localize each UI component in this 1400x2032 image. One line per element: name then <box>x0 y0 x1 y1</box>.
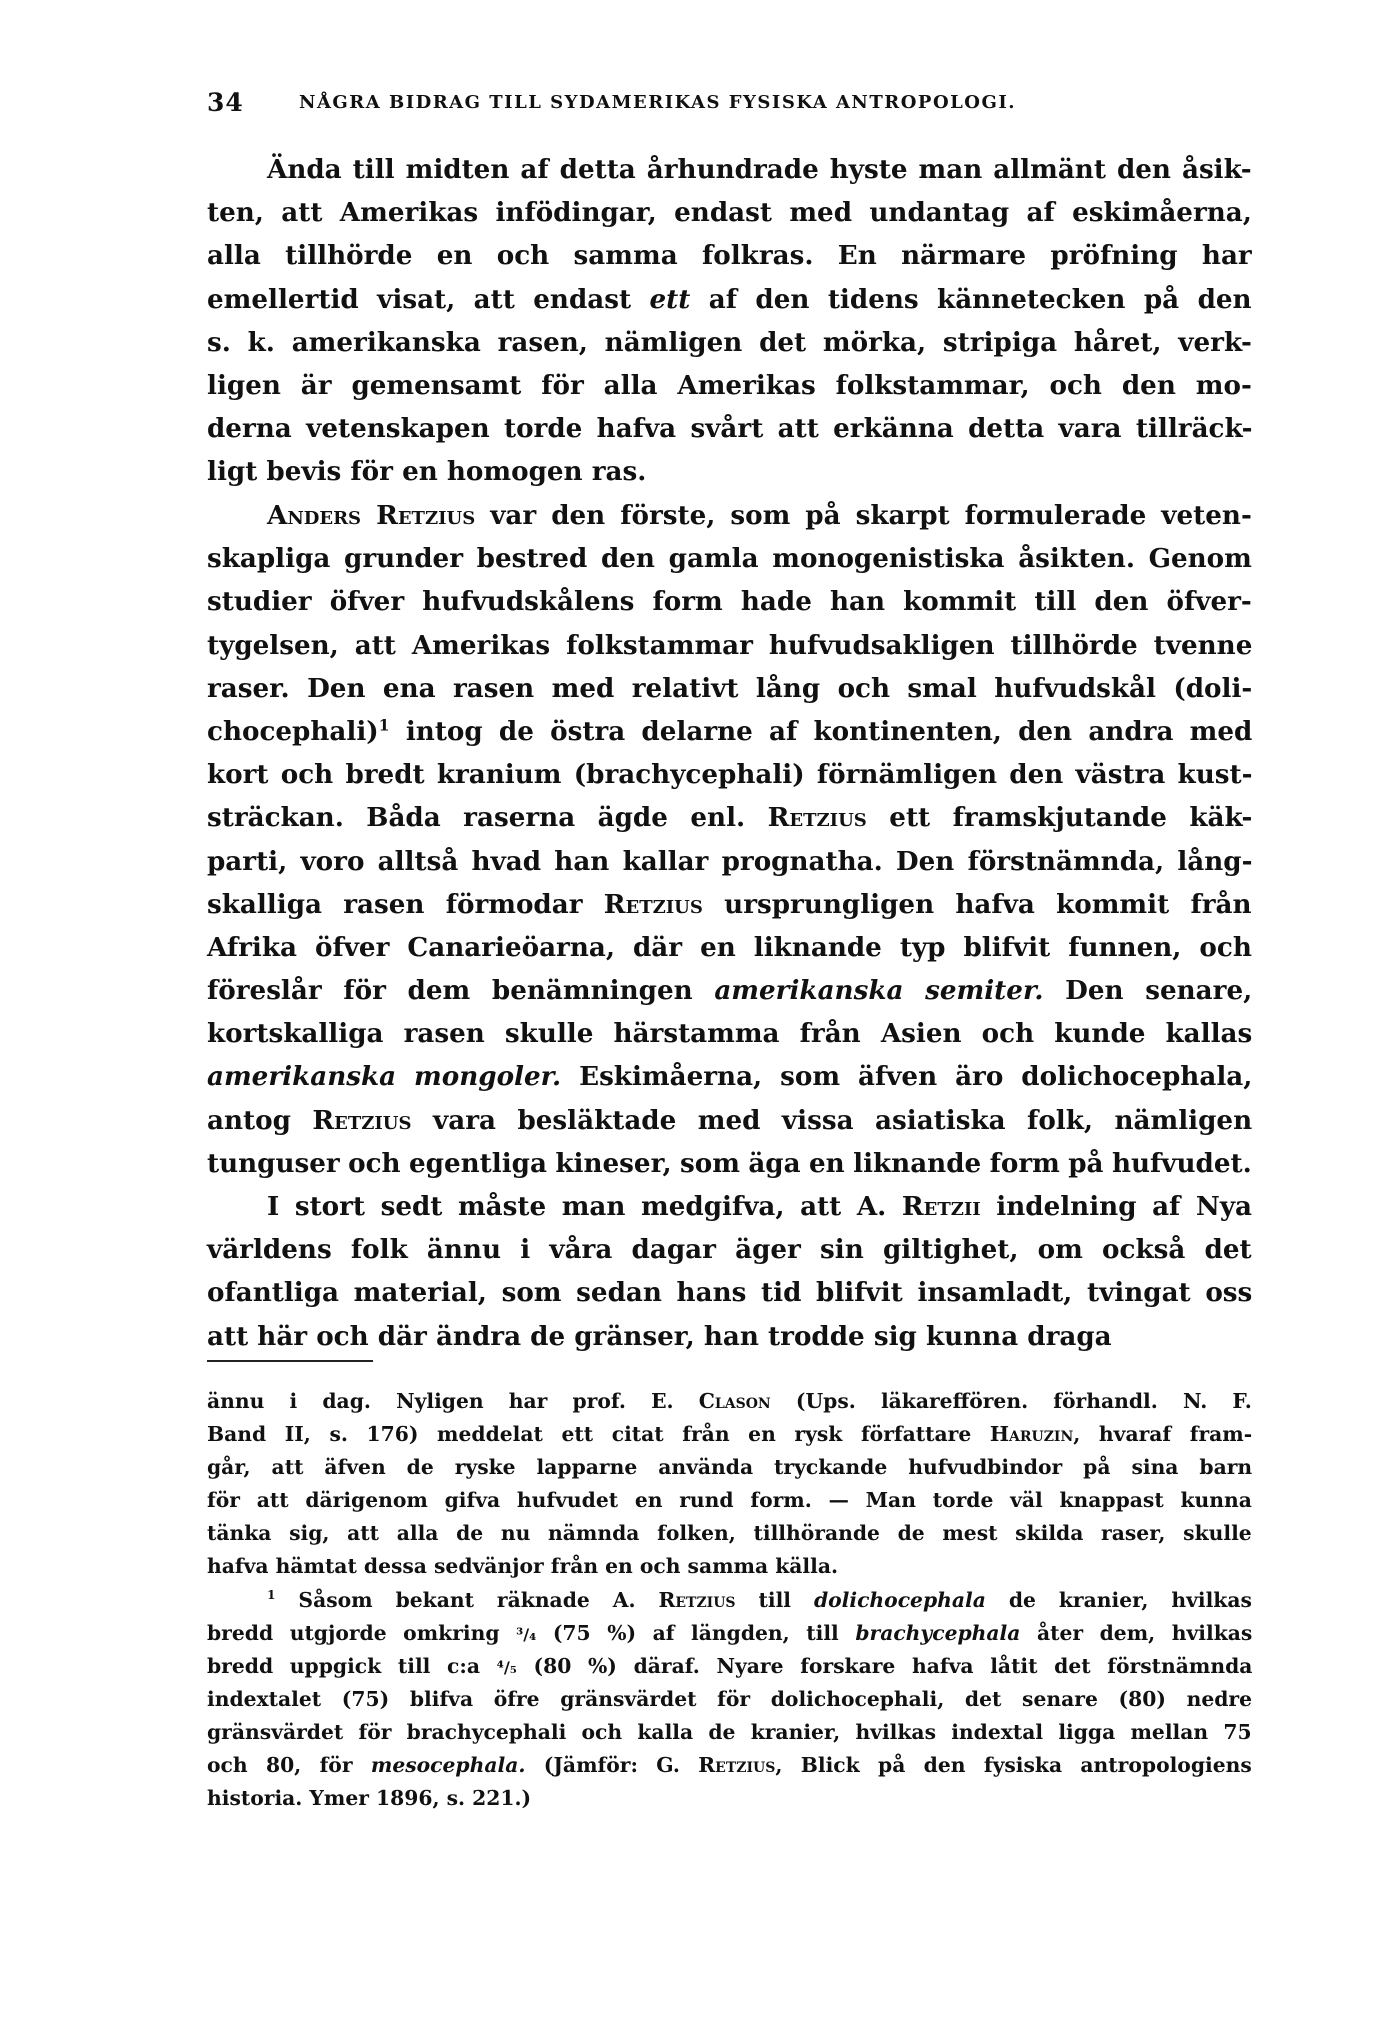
text-segment: (Ups. läkareffören. förhandl. N. F. <box>770 1389 1252 1413</box>
text-line: ten, att Amerikas infödingar, endast med undantag af eskimåerna, <box>207 197 1252 229</box>
text-segment: antog <box>207 1104 313 1136</box>
text-segment: skalliga rasen förmodar <box>207 888 604 920</box>
paragraph-1 <box>207 148 1252 494</box>
footnotes <box>207 1385 1252 1815</box>
text-line <box>207 710 1252 753</box>
text-segment: Band II, s. 176) meddelat ett citat från en rysk författare <box>207 1422 990 1447</box>
text-segment: till <box>735 1587 814 1612</box>
text-segment: föreslår för dem benämningen <box>207 975 715 1007</box>
text-segment: ännu i dag. Nyligen har prof. E. <box>207 1389 699 1413</box>
text-segment: vara besläktade med vissa asiatiska folk, nämligen <box>411 1104 1253 1136</box>
text-line: skapliga grunder bestred den gamla monogenistiska åsikten. Genom <box>207 543 1252 575</box>
text-segment: (Jämför: G. <box>525 1753 699 1778</box>
text-line <box>207 278 1252 321</box>
emphasis: ett <box>649 283 691 315</box>
footnote-line: indextalet (75) blifva öfre gränsvärdet för dolichocephali, det senare (80) nedre <box>207 1686 1253 1711</box>
text-segment: chocephali) <box>207 715 379 747</box>
emphasis: mesocephala. <box>370 1753 526 1778</box>
text-line: kortskalliga rasen skulle härstamma från Asien och kunde kallas <box>207 1018 1253 1050</box>
author-name: Haruzin <box>989 1422 1074 1447</box>
footnote-line <box>207 1749 1252 1782</box>
footnote-marker: 1 <box>267 1587 276 1602</box>
author-name: Retzius <box>698 1753 776 1778</box>
text-line: Afrika öfver Canarieöarna, där en liknande typ blifvit funnen, och <box>207 931 1252 963</box>
text-segment: ett framskjutande käk- <box>866 802 1253 834</box>
text-segment: var den förste, som på skarpt formulerade veten- <box>475 500 1252 531</box>
text-segment: (75 %) af längden, till <box>536 1620 856 1645</box>
text-line <box>207 883 1252 926</box>
paragraph-3 <box>207 1185 1252 1358</box>
text-line: derna vetenskapen torde hafva svårt att erkänna detta vara tillräck- <box>207 413 1253 445</box>
emphasis: amerikanska mongoler. <box>207 1061 562 1093</box>
fraction: ³/₄ <box>516 1624 537 1644</box>
page-header <box>207 88 1252 124</box>
footnote-line: går, att äfven de ryske lapparne använda tryckande hufvudbindor på sina barn <box>207 1455 1253 1480</box>
text-line: Ända till midten af detta århundrade hyste man allmänt den åsik- <box>267 154 1252 185</box>
page-number: 34 <box>207 88 244 117</box>
text-segment: ursprungligen hafva kommit från <box>702 888 1252 920</box>
text-segment: bredd uppgick till c:a <box>207 1653 497 1678</box>
running-title: NÅGRA BIDRAG TILL SYDAMERIKAS FYSISKA ANTROPOLOGI. <box>299 92 1017 113</box>
text-line <box>207 796 1252 839</box>
text-segment: åter dem, hvilkas <box>1020 1620 1253 1645</box>
text-segment: Såsom bekant räknade A. <box>275 1587 659 1612</box>
text-segment: intog de östra delarne af kontinenten, den andra med <box>389 715 1253 747</box>
text-line: att här och där ändra de gränser, han trodde sig kunna draga <box>207 1320 1112 1352</box>
author-name: Anders Retzius <box>267 500 476 531</box>
text-segment: Eskimåerna, som äfven äro dolichocephala, <box>561 1061 1253 1093</box>
text-line <box>207 494 1252 537</box>
footnote-line: hafva hämtat dessa sedvänjor från en och samma källa. <box>207 1554 839 1579</box>
emphasis: dolichocephala <box>813 1587 986 1612</box>
footnote-line: historia. Ymer 1896, s. 221.) <box>207 1786 532 1811</box>
text-line: studier öfver hufvudskålens form hade han kommit till den öfver- <box>207 586 1252 618</box>
author-name: Retzius <box>312 1104 412 1136</box>
text-line <box>207 1185 1252 1228</box>
footnote-line: gränsvärdet för brachycephali och kalla de kranier, hvilkas indextal ligga mellan 75 <box>207 1719 1252 1744</box>
text-line: ofantliga material, som sedan hans tid blifvit insamladt, tvingat oss <box>207 1277 1253 1309</box>
author-name: Retzii <box>901 1191 981 1222</box>
text-line: kort och bredt kranium (brachycephali) förnämligen den västra kust- <box>207 759 1253 791</box>
text-line <box>207 969 1252 1012</box>
footnote-line <box>207 1385 1252 1418</box>
emphasis: amerikanska semiter. <box>714 975 1044 1007</box>
text-segment: I stort sedt måste man medgifva, att A. <box>267 1191 902 1222</box>
text-line <box>207 1099 1252 1142</box>
text-segment: Den senare, <box>1043 975 1253 1007</box>
author-name: Retzius <box>658 1587 736 1612</box>
text-segment: sträckan. Båda raserna ägde enl. <box>207 802 768 834</box>
author-name: Clason <box>698 1389 771 1413</box>
emphasis: brachycephala <box>855 1620 1021 1645</box>
text-line: ligt bevis för en homogen ras. <box>207 456 647 488</box>
footnote-line <box>207 1584 1252 1617</box>
paragraph-2 <box>207 494 1252 1185</box>
author-name: Retzius <box>767 802 867 834</box>
footnote-line: tänka sig, att alla de nu nämnda folken, tillhörande de mest skilda raser, skulle <box>207 1521 1252 1546</box>
text-line: raser. Den ena rasen med relativt lång och smal hufvudskål (doli- <box>207 672 1253 704</box>
text-segment: emellertid visat, att endast <box>207 283 650 315</box>
text-line: tunguser och egentliga kineser, som äga en liknande form på hufvudet. <box>207 1147 1252 1179</box>
text-segment: de kranier, hvilkas <box>985 1587 1252 1612</box>
text-segment: , Blick på den fysiska antropologiens <box>775 1753 1252 1778</box>
footnote-line <box>207 1617 1252 1650</box>
text-segment: , hvaraf fram- <box>1073 1422 1253 1447</box>
footnote-line <box>207 1418 1252 1451</box>
footnote-line: för att därigenom gifva hufvudet en rund form. — Man torde väl knappast kunna <box>207 1488 1252 1513</box>
text-segment: indelning af Nya <box>980 1191 1253 1222</box>
text-line: alla tillhörde en och samma folkras. En närmare pröfning har <box>207 240 1252 272</box>
author-name: Retzius <box>603 888 703 920</box>
text-line: tygelsen, att Amerikas folkstammar hufvudsakligen tillhörde tvenne <box>207 629 1253 661</box>
text-segment: och 80, för <box>207 1753 371 1778</box>
text-line: världens folk ännu i våra dagar äger sin giltighet, om också det <box>207 1234 1252 1266</box>
text-line: s. k. amerikanska rasen, nämligen det mörka, stripiga håret, verk- <box>207 326 1252 358</box>
fraction: ⁴/₅ <box>496 1657 517 1677</box>
footnote-line <box>207 1650 1252 1683</box>
footnote-reference: 1 <box>378 715 390 735</box>
text-line <box>207 1055 1252 1098</box>
text-segment: af den tidens kännetecken på den <box>690 283 1252 315</box>
text-line: ligen är gemensamt för alla Amerikas folkstammar, och den mo- <box>207 369 1252 401</box>
text-segment: bredd utgjorde omkring <box>207 1620 517 1645</box>
text-segment: (80 %) däraf. Nyare forskare hafva låtit det förstnämnda <box>516 1653 1253 1678</box>
text-line: parti, voro alltså hvad han kallar prognatha. Den förstnämnda, lång- <box>207 845 1253 877</box>
footnote-divider <box>207 1360 373 1362</box>
